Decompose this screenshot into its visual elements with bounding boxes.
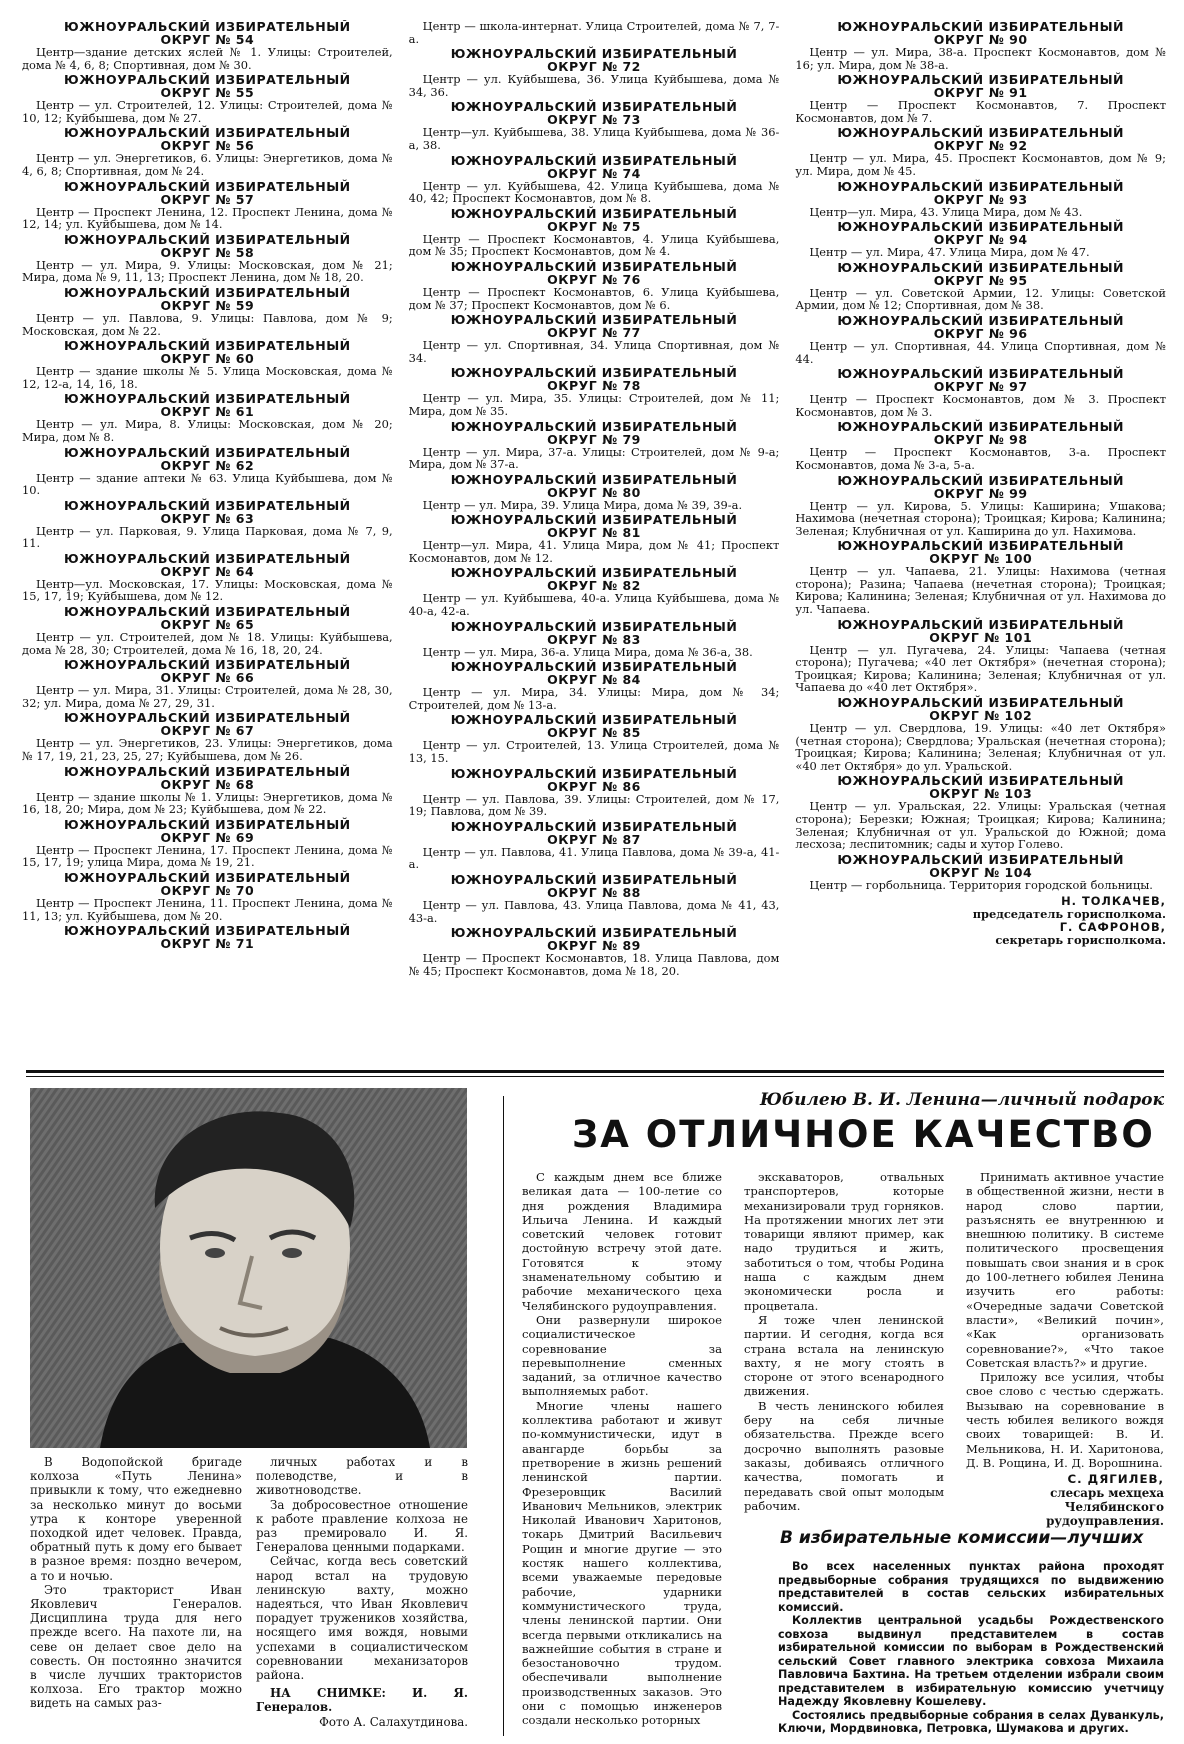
signatures	[795, 895, 1166, 947]
district-number: ОКРУГ № 74	[547, 165, 641, 181]
district-header: ЮЖНОУРАЛЬСКИЙ ИЗБИРАТЕЛЬНЫЙ	[450, 765, 738, 781]
district-number: ОКРУГ № 58	[160, 244, 255, 260]
district-center-text: Центр — здание школы № 5. Улица Московская, дома № 12, 12-а, 14, 16, 18.	[22, 364, 393, 391]
district-number: ОКРУГ № 103	[929, 786, 1033, 802]
district-center-text: Центр — ул. Мира, 35. Улицы: Строителей, дом № 11; Мира, дом № 35.	[408, 391, 780, 418]
district-center-text: Центр — ул. Мира, 39. Улица Мира, дома № 39, 39-а.	[422, 497, 743, 512]
district-entry	[409, 260, 780, 311]
district-header: ЮЖНОУРАЛЬСКИЙ ИЗБИРАТЕЛЬНЫЙ	[837, 538, 1124, 554]
district-header: ЮЖНОУРАЛЬСКИЙ ИЗБИРАТЕЛЬНЫЙ	[837, 72, 1124, 88]
article-paragraph: С каждым днем все ближе великая дата — 100-летие со дня рождения Владимира Ильича Ленина. И каждый советский человек готовит достойную встречу этой дате. Готовятся к этому знаменательному событию и рабочие механического цеха Челябинского рудоуправления.	[522, 1170, 722, 1313]
district-header: ЮЖНОУРАЛЬСКИЙ ИЗБИРАТЕЛЬНЫЙ	[64, 657, 351, 673]
district-entry	[22, 73, 393, 124]
district-entry	[22, 658, 393, 709]
notice-body	[778, 1560, 1164, 1736]
district-number: ОКРУГ № 97	[933, 379, 1028, 395]
district-center-text: Центр — ул. Мира, 36-а. Улица Мира, дома № 36-а, 38.	[422, 644, 753, 659]
district-number: ОКРУГ № 94	[933, 232, 1028, 248]
district-number: ОКРУГ № 71	[160, 936, 255, 952]
district-number: ОКРУГ № 75	[547, 218, 641, 234]
district-entry	[795, 73, 1166, 124]
district-number: ОКРУГ № 59	[160, 297, 255, 313]
article-paragraph: Принимать активное участие в общественной жизни, нести в народ слово партии, разъяснять ее внутреннюю и внешнюю политику. В системе политического просвещения повышать свои знания и в срок до 100-летнего юбилея Ленина изучить его работы: «Очередные задачи Советской власти», «Великий почин», «Как организовать соревнование?», «Что такое Советская власть?» и другие.	[966, 1170, 1164, 1370]
district-header: ЮЖНОУРАЛЬСКИЙ ИЗБИРАТЕЛЬНЫЙ	[64, 284, 351, 300]
district-header: ЮЖНОУРАЛЬСКИЙ ИЗБИРАТЕЛЬНЫЙ	[450, 471, 738, 487]
district-number: ОКРУГ № 55	[160, 85, 255, 101]
district-center-text: Центр — ул. Энергетиков, 6. Улицы: Энергетиков, дома № 4, 6, 8; Спортивная, дом № 24.	[22, 151, 393, 178]
caption-paragraph: В Водопойской бригаде колхоза «Путь Ленина» привыкли к тому, что ежедневно за несколько минут до восьми утра к конторе уверенной походкой идет человек. Правда, обратный путь к дому его бывает в разное время: поздно вечером, а то и ночью.	[30, 1455, 242, 1583]
district-entry	[409, 767, 780, 818]
district-center-text: Центр — ул. Чапаева, 21. Улицы: Нахимова (четная сторона); Разина; Чапаева (нечетная сторона); Троицкая; Кирова; Калинина; Зеленая; Клубничная от ул. Нахимова до ул. Чапаева.	[795, 564, 1167, 617]
district-entry	[22, 286, 393, 337]
district-entry	[795, 618, 1166, 694]
section-divider	[26, 1070, 1164, 1073]
district-header: ЮЖНОУРАЛЬСКИЙ ИЗБИРАТЕЛЬНЫЙ	[450, 258, 738, 274]
district-number: ОКРУГ № 80	[547, 484, 641, 500]
district-header: ЮЖНОУРАЛЬСКИЙ ИЗБИРАТЕЛЬНЫЙ	[450, 712, 738, 728]
article-paragraph: Многие члены нашего коллектива работают и живут по-коммунистически, идут в авангарде борьбы за претворение в жизнь решений ленинской партии. Фрезеровщик Василий Иванович Мельников, электрик Николай Иванович Харитонов, токарь Дмитрий Васильевич Рощин и многие другие — это костяк нашего коллектива, всеми уважаемые передовые рабочие, ударники коммунистического труда, члены ленинской партии. Они всегда первыми откликались на важнейшие события в стране и безостановочно трудом. обеспечивали выполнение производственных заказов. Это они с помощью инженеров создали несколько роторных	[522, 1398, 722, 1728]
district-center-text: Центр — ул. Уральская, 22. Улицы: Уральская (четная сторона); Березки; Южная; Троицкая; Кирова; Калинина; Зеленая; Клубничная от ул. Уральской до Южной; дома лесхоза; леспитомник; сады и хутор Голево.	[795, 799, 1167, 852]
district-header: ЮЖНОУРАЛЬСКИЙ ИЗБИРАТЕЛЬНЫЙ	[64, 550, 351, 566]
district-entry	[795, 367, 1166, 418]
district-center-text: Центр — ул. Мира, 37-а. Улицы: Строителей, дом № 9-а; Мира, дом № 37-а.	[408, 444, 780, 472]
district-center-text: Центр — ул. Куйбышева, 42. Улица Куйбышева, дома № 40, 42; Проспект Космонавтов, дом № 8.	[408, 178, 780, 206]
district-entry	[22, 818, 393, 869]
district-center-text: Центр — Проспект Ленина, 12. Проспект Ленина, дома № 12, 14; ул. Куйбышева, дом № 14.	[22, 204, 393, 232]
district-center-text: Центр—ул. Мира, 41. Улица Мира, дом № 41; Проспект Космонавтов, дом № 12.	[408, 538, 780, 565]
district-header: ЮЖНОУРАЛЬСКИЙ ИЗБИРАТЕЛЬНЫЙ	[837, 419, 1124, 435]
district-center-text: Центр — ул. Мира, 38-а. Проспект Космонавтов, дом № 16; ул. Мира, дом № 38-а.	[795, 45, 1167, 72]
article-author: С. ДЯГИЛЕВ,	[1067, 1472, 1164, 1487]
district-entry	[22, 339, 393, 390]
district-center-text: Центр — ул. Энергетиков, 23. Улицы: Энергетиков, дома № 17, 19, 21, 23, 25, 27; Куйбышева, дом № 26.	[22, 736, 393, 764]
district-number: ОКРУГ № 84	[547, 672, 641, 688]
district-center-text: Центр — Проспект Космонавтов, 18. Улица Павлова, дом № 45; Проспект Космонавтов, дома № 18, 20.	[408, 951, 780, 978]
photo-credit: Фото А. Салахутдинова.	[319, 1714, 468, 1729]
district-center-text: Центр—ул. Московская, 17. Улицы: Московская, дома № 15, 17, 19; Куйбышева, дом № 12.	[22, 576, 393, 604]
district-header: ЮЖНОУРАЛЬСКИЙ ИЗБИРАТЕЛЬНЫЙ	[837, 259, 1124, 275]
district-center-text: Центр — Проспект Ленина, 17. Проспект Ленина, дома № 15, 17, 19; улица Мира, дома № 19, 21.	[22, 842, 393, 870]
district-number: ОКРУГ № 60	[160, 351, 255, 367]
district-header: ЮЖНОУРАЛЬСКИЙ ИЗБИРАТЕЛЬНЫЙ	[837, 219, 1124, 235]
signature-name: Г. САФРОНОВ,	[1059, 920, 1167, 935]
district-entry	[22, 765, 393, 816]
district-entry	[409, 873, 780, 924]
district-entry	[795, 220, 1166, 259]
district-number: ОКРУГ № 95	[933, 272, 1028, 288]
district-column-1	[22, 20, 393, 1040]
caption-paragraph: личных работах и в полеводстве, и в животноводстве.	[256, 1455, 468, 1498]
district-center-text: Центр — ул. Строителей, дом № 18. Улицы: Куйбышева, дома № 28, 30; Строителей, дома № 16, 18, 20, 24.	[22, 630, 393, 657]
signature-role: председатель горисполкома.	[972, 907, 1167, 922]
district-header: ЮЖНОУРАЛЬСКИЙ ИЗБИРАТЕЛЬНЫЙ	[837, 312, 1124, 328]
district-number: ОКРУГ № 72	[547, 59, 641, 75]
district-entry	[22, 126, 393, 177]
district-header: ЮЖНОУРАЛЬСКИЙ ИЗБИРАТЕЛЬНЫЙ	[450, 365, 738, 381]
district-number: ОКРУГ № 100	[929, 551, 1033, 567]
caption-paragraph: За добросовестное отношение к работе правление колхоза не раз премировало И. Я. Генералова ценными подарками.	[256, 1497, 468, 1555]
article-paragraph: В честь ленинского юбилея беру на себя личные обязательства. Прежде всего досрочно выполнять разовые заказы, добиваясь отличного качества, помогать и передавать свой опыт молодым рабочим.	[744, 1398, 944, 1513]
district-header: ЮЖНОУРАЛЬСКИЙ ИЗБИРАТЕЛЬНЫЙ	[450, 205, 738, 221]
district-header: ЮЖНОУРАЛЬСКИЙ ИЗБИРАТЕЛЬНЫЙ	[64, 231, 351, 247]
district-center-text: Центр — горбольница. Территория городской больницы.	[809, 877, 1153, 892]
article-paragraph: Они развернули широкое социалистическое соревнование за перевыполнение сменных заданий, за отличное качество выполняемых работ.	[522, 1312, 722, 1399]
district-entry	[22, 605, 393, 656]
district-number: ОКРУГ № 76	[547, 271, 641, 287]
district-number: ОКРУГ № 88	[547, 885, 641, 900]
district-entry	[409, 566, 780, 617]
district-header: ЮЖНОУРАЛЬСКИЙ ИЗБИРАТЕЛЬНЫЙ	[837, 178, 1124, 194]
section-divider-thin	[26, 1076, 1164, 1077]
district-header: ЮЖНОУРАЛЬСКИЙ ИЗБИРАТЕЛЬНЫЙ	[64, 710, 351, 726]
district-center-text: Центр — ул. Строителей, 12. Улицы: Строителей, дома № 10, 12; Куйбышева, дом № 27.	[22, 98, 393, 125]
district-center-text: Центр — ул. Советской Армии, 12. Улицы: Советской Армии, дом № 12; Спортивная, дом № 38.	[795, 285, 1167, 313]
district-entry	[409, 313, 780, 364]
district-entry	[795, 420, 1166, 471]
article-col-1	[522, 1170, 722, 1728]
caption-paragraph: Сейчас, когда весь советский народ встал на трудовую ленинскую вахту, можно надеяться, что Иван Яковлевич порадует тружеников хозяйства, носящего имя вождя, новыми успехами в социалистическом соревновании механизаторов района.	[256, 1554, 468, 1683]
district-entry	[409, 420, 780, 471]
district-header: ЮЖНОУРАЛЬСКИЙ ИЗБИРАТЕЛЬНЫЙ	[450, 312, 738, 328]
district-entry	[22, 924, 393, 950]
signature-name: Н. ТОЛКАЧЕВ,	[1061, 894, 1167, 909]
district-number: ОКРУГ № 93	[933, 191, 1028, 207]
signature-role: секретарь горисполкома.	[995, 933, 1167, 948]
article-paragraph: Приложу все усилия, чтобы свое слово с честью сдержать. Вызываю на соревнование в честь юбилея великого вождя своих товарищей: В. И. Мельникова, Н. И. Харитонова, Д. В. Рощина, И. Д. Ворошнина.	[966, 1370, 1164, 1470]
district-number: ОКРУГ № 63	[160, 510, 255, 526]
district-center-text: Центр — ул. Мира, 45. Проспект Космонавтов, дом № 9; ул. Мира, дом № 45.	[795, 151, 1167, 178]
notice-paragraph: Коллектив центральной усадьбы Рождественского совхоза выдвинул представителем в состав избирательной комиссии по выборам в Рождественский сельский Совет главного электрика совхоза Михаила Павловича Бахтина. На третьем отделении избрали своим представителем в избирательную комиссию учетчицу Надежду Яковлевну Кошелеву.	[778, 1614, 1164, 1708]
district-center-text: Центр — ул. Мира, 9. Улицы: Московская, дом № 21; Мира, дома № 9, 11, 13; Проспект Ленина, дом № 18, 20.	[22, 257, 393, 285]
district-center-text: Центр — ул. Павлова, 43. Улица Павлова, дома № 41, 43, 43-а.	[408, 898, 780, 925]
district-header: ЮЖНОУРАЛЬСКИЙ ИЗБИРАТЕЛЬНЫЙ	[837, 20, 1124, 34]
district-number: ОКРУГ № 70	[160, 883, 255, 898]
district-entry	[795, 20, 1166, 71]
district-header: ЮЖНОУРАЛЬСКИЙ ИЗБИРАТЕЛЬНЫЙ	[837, 472, 1124, 488]
district-list	[22, 20, 1166, 1040]
district-center-text: Центр—ул. Куйбышева, 38. Улица Куйбышева, дома № 36-а, 38.	[408, 125, 780, 152]
district-header: ЮЖНОУРАЛЬСКИЙ ИЗБИРАТЕЛЬНЫЙ	[64, 923, 351, 939]
district-entry	[22, 233, 393, 284]
district-center-text: Центр — ул. Куйбышева, 36. Улица Куйбышева, дома № 34, 36.	[408, 72, 780, 99]
article-col-2	[744, 1170, 944, 1513]
district-header: ЮЖНОУРАЛЬСКИЙ ИЗБИРАТЕЛЬНЫЙ	[64, 604, 351, 620]
district-entry	[795, 126, 1166, 177]
notice-paragraph: Во всех населенных пунктах района проходят предвыборные собрания трудящихся по выдвижению представителей в состав сельских избирательных комиссий.	[778, 1560, 1164, 1614]
district-entry	[795, 474, 1166, 538]
district-header: ЮЖНОУРАЛЬСКИЙ ИЗБИРАТЕЛЬНЫЙ	[450, 659, 738, 675]
district-header: ЮЖНОУРАЛЬСКИЙ ИЗБИРАТЕЛЬНЫЙ	[64, 497, 351, 513]
district-entry	[22, 20, 393, 71]
district-center-text: Центр — ул. Куйбышева, 40-а. Улица Куйбышева, дома № 40-а, 42-а.	[408, 591, 780, 619]
district-header: ЮЖНОУРАЛЬСКИЙ ИЗБИРАТЕЛЬНЫЙ	[837, 773, 1124, 789]
district-number: ОКРУГ № 91	[933, 85, 1028, 101]
district-number: ОКРУГ № 90	[933, 32, 1028, 47]
portrait-photo	[30, 1088, 467, 1448]
district-center-text: Центр — школа-интернат. Улица Строителей, дома № 7, 7-а.	[408, 20, 780, 46]
district-number: ОКРУГ № 101	[929, 629, 1033, 645]
photo-caption-col-1	[30, 1455, 242, 1711]
district-number: ОКРУГ № 102	[929, 708, 1033, 724]
district-number: ОКРУГ № 85	[547, 725, 641, 741]
district-header: ЮЖНОУРАЛЬСКИЙ ИЗБИРАТЕЛЬНЫЙ	[64, 444, 351, 460]
district-center-text: Центр — ул. Спортивная, 44. Улица Спортивная, дом № 44.	[795, 338, 1167, 366]
district-entry	[22, 552, 393, 603]
district-header: ЮЖНОУРАЛЬСКИЙ ИЗБИРАТЕЛЬНЫЙ	[450, 46, 738, 62]
district-header: ЮЖНОУРАЛЬСКИЙ ИЗБИРАТЕЛЬНЫЙ	[64, 178, 351, 194]
district-header: ЮЖНОУРАЛЬСКИЙ ИЗБИРАТЕЛЬНЫЙ	[837, 366, 1124, 382]
district-entry	[409, 660, 780, 711]
article-paragraph: Я тоже член ленинской партии. И сегодня, когда вся страна встала на ленинскую вахту, я не могу стоять в стороне от этого всенародного движения.	[744, 1312, 944, 1399]
district-entry	[409, 100, 780, 151]
district-center-text: Центр — Проспект Космонавтов, 3-а. Проспект Космонавтов, дома № 3-а, 5-а.	[795, 445, 1167, 472]
district-number: ОКРУГ № 54	[160, 32, 255, 47]
district-entry	[795, 696, 1166, 772]
district-entry	[22, 711, 393, 762]
district-entry	[409, 154, 780, 205]
district-header: ЮЖНОУРАЛЬСКИЙ ИЗБИРАТЕЛЬНЫЙ	[450, 818, 738, 834]
district-header: ЮЖНОУРАЛЬСКИЙ ИЗБИРАТЕЛЬНЫЙ	[450, 925, 738, 941]
district-center-text: Центр — здание аптеки № 63. Улица Куйбышева, дом № 10.	[22, 470, 393, 498]
district-header: ЮЖНОУРАЛЬСКИЙ ИЗБИРАТЕЛЬНЫЙ	[837, 616, 1124, 632]
district-number: ОКРУГ № 81	[547, 525, 641, 541]
district-header: ЮЖНОУРАЛЬСКИЙ ИЗБИРАТЕЛЬНЫЙ	[64, 125, 351, 141]
district-center-text: Центр — здание школы № 1. Улицы: Энергетиков, дома № 16, 18, 20; Мира, дом № 23; Куйбышева, дом № 22.	[22, 789, 393, 817]
district-number: ОКРУГ № 79	[547, 431, 641, 447]
district-header: ЮЖНОУРАЛЬСКИЙ ИЗБИРАТЕЛЬНЫЙ	[450, 872, 738, 887]
article-col-3	[966, 1170, 1164, 1528]
district-entry	[409, 47, 780, 98]
district-entry	[409, 513, 780, 564]
district-entry	[795, 853, 1166, 892]
district-center-text: Центр — ул. Спортивная, 34. Улица Спортивная, дом № 34.	[408, 338, 780, 365]
district-entry	[795, 314, 1166, 365]
district-center-text: Центр — Проспект Космонавтов, 4. Улица Куйбышева, дом № 35; Проспект Космонавтов, дом № 4.	[408, 231, 780, 259]
district-center-text: Центр — ул. Павлова, 41. Улица Павлова, дома № 39-а, 41-а.	[408, 844, 780, 872]
district-number: ОКРУГ № 89	[547, 938, 641, 954]
district-center-text: Центр — Проспект Космонавтов, дом № 3. Проспект Космонавтов, дом № 3.	[795, 392, 1167, 419]
district-column-3	[795, 20, 1166, 1040]
district-center-text: Центр — Проспект Космонавтов, 6. Улица Куйбышева, дом № 37; Проспект Космонавтов, дом № 6.	[408, 284, 780, 312]
district-number: ОКРУГ № 83	[547, 631, 641, 647]
district-entry	[409, 620, 780, 659]
district-header: ЮЖНОУРАЛЬСКИЙ ИЗБИРАТЕЛЬНЫЙ	[450, 512, 738, 528]
district-number: ОКРУГ № 64	[160, 563, 255, 579]
district-header: ЮЖНОУРАЛЬСКИЙ ИЗБИРАТЕЛЬНЫЙ	[450, 152, 738, 168]
district-header: ЮЖНОУРАЛЬСКИЙ ИЗБИРАТЕЛЬНЫЙ	[450, 565, 738, 581]
district-number: ОКРУГ № 61	[160, 404, 255, 420]
district-number: ОКРУГ № 78	[547, 378, 641, 394]
article-paragraph: экскаваторов, отвальных транспортеров, которые механизировали труд горняков. На протяжении многих лет эти товарищи являют пример, как надо трудиться и жить, заботиться о том, чтобы Родина наша с каждым днем экономически росла и процветала.	[744, 1170, 944, 1313]
photo-caption-col-2	[256, 1455, 468, 1729]
district-center-text: Центр — ул. Мира, 31. Улицы: Строителей, дома № 28, 30, 32; ул. Мира, дома № 27, 29, 31.	[22, 683, 393, 710]
article-title: ЗА ОТЛИЧНОЕ КАЧЕСТВО	[572, 1113, 1155, 1156]
district-center-text: Центр — ул. Свердлова, 19. Улицы: «40 лет Октября» (четная сторона); Свердлова; Уральская (нечетная сторона); Троицкая; Кирова; Калинина; Зеленая; Клубничная от ул. «40 лет Октября» до ул. Уральской.	[795, 721, 1167, 773]
district-number: ОКРУГ № 98	[933, 432, 1028, 448]
district-number: ОКРУГ № 67	[160, 723, 255, 739]
district-center-text: Центр — ул. Парковая, 9. Улица Парковая, дома № 7, 9, 11.	[22, 523, 393, 551]
caption-paragraph: Это тракторист Иван Яковлевич Генералов. Дисциплина труда для него прежде всего. На пахоте ли, на севе он делает свое дело на совесть. Он постоянно значится в числе лучших трактористов колхоза. Его трактор можно видеть на самых раз-	[30, 1582, 242, 1711]
district-number: ОКРУГ № 77	[547, 325, 641, 341]
district-entry	[795, 180, 1166, 219]
notice-title: В избирательные комиссии—лучших	[780, 1528, 1144, 1548]
district-column-2	[409, 20, 780, 1040]
district-header: ЮЖНОУРАЛЬСКИЙ ИЗБИРАТЕЛЬНЫЙ	[450, 99, 738, 115]
district-entry	[409, 926, 780, 977]
district-number: ОКРУГ № 68	[160, 776, 255, 792]
district-header: ЮЖНОУРАЛЬСКИЙ ИЗБИРАТЕЛЬНЫЙ	[450, 418, 738, 434]
district-number: ОКРУГ № 99	[933, 485, 1028, 501]
district-header: ЮЖНОУРАЛЬСКИЙ ИЗБИРАТЕЛЬНЫЙ	[64, 763, 351, 779]
district-number: ОКРУГ № 96	[933, 325, 1028, 341]
article-kicker: Юбилею В. И. Ленина—личный подарок	[759, 1090, 1164, 1110]
district-header: ЮЖНОУРАЛЬСКИЙ ИЗБИРАТЕЛЬНЫЙ	[64, 72, 351, 88]
district-entry	[22, 446, 393, 497]
district-number: ОКРУГ № 66	[160, 670, 255, 686]
district-number: ОКРУГ № 92	[933, 138, 1028, 154]
district-number: ОКРУГ № 69	[160, 829, 255, 845]
district-center-text: Центр — ул. Пугачева, 24. Улицы: Чапаева (четная сторона); Пугачева; «40 лет Октября» (нечетная сторона); Троицкая; Кирова; Калинина; Зеленая; Клубничная от ул. Чапаева до «40 лет Октября».	[795, 642, 1167, 695]
district-entry	[795, 261, 1166, 312]
district-number: ОКРУГ № 86	[547, 778, 641, 794]
district-center-text: Центр — ул. Мира, 34. Улицы: Мира, дом № 34; Строителей, дом № 13-а.	[408, 685, 780, 712]
district-center-text: Центр — ул. Строителей, 13. Улица Строителей, дома № 13, 15.	[408, 738, 780, 766]
district-entry	[22, 392, 393, 443]
district-center-text: Центр — ул. Мира, 8. Улицы: Московская, дом № 20; Мира, дом № 8.	[22, 417, 393, 444]
district-header: ЮЖНОУРАЛЬСКИЙ ИЗБИРАТЕЛЬНЫЙ	[450, 618, 738, 634]
district-number: ОКРУГ № 73	[547, 112, 641, 128]
photo-label: НА СНИМКЕ: И. Я. Генералов.	[256, 1686, 468, 1715]
notice-paragraph: Состоялись предвыборные собрания в селах Дуванкуль, Ключи, Мордвиновка, Петровка, Шумакова и других.	[778, 1708, 1164, 1735]
district-header: ЮЖНОУРАЛЬСКИЙ ИЗБИРАТЕЛЬНЫЙ	[64, 338, 351, 354]
district-center-text: Центр — ул. Павлова, 9. Улицы: Павлова, дом № 9; Московская, дом № 22.	[22, 310, 393, 338]
district-entry	[795, 774, 1166, 850]
district-entry	[22, 499, 393, 550]
district-header: ЮЖНОУРАЛЬСКИЙ ИЗБИРАТЕЛЬНЫЙ	[837, 695, 1124, 711]
district-center-text: Центр — Проспект Космонавтов, 7. Проспект Космонавтов, дом № 7.	[795, 98, 1167, 125]
district-entry	[409, 713, 780, 764]
article-author-role: слесарь мехцеха Челябинского рудоуправления.	[1046, 1486, 1164, 1529]
district-center-text: Центр — ул. Мира, 47. Улица Мира, дом № 47.	[809, 245, 1090, 260]
district-header: ЮЖНОУРАЛЬСКИЙ ИЗБИРАТЕЛЬНЫЙ	[837, 851, 1124, 867]
district-entry	[409, 473, 780, 512]
district-header: ЮЖНОУРАЛЬСКИЙ ИЗБИРАТЕЛЬНЫЙ	[64, 391, 351, 407]
district-entry	[409, 366, 780, 417]
district-header: ЮЖНОУРАЛЬСКИЙ ИЗБИРАТЕЛЬНЫЙ	[64, 20, 351, 34]
district-entry	[409, 20, 780, 45]
district-center-text: Центр—здание детских яслей № 1. Улицы: Строителей, дома № 4, 6, 8; Спортивная, дом № 30.	[22, 45, 393, 72]
district-number: ОКРУГ № 57	[160, 191, 255, 207]
district-number: ОКРУГ № 87	[547, 831, 641, 847]
district-entry	[22, 871, 393, 922]
district-entry	[409, 207, 780, 258]
district-header: ЮЖНОУРАЛЬСКИЙ ИЗБИРАТЕЛЬНЫЙ	[837, 125, 1124, 141]
column-divider	[503, 1096, 504, 1736]
district-entry	[22, 180, 393, 231]
district-header: ЮЖНОУРАЛЬСКИЙ ИЗБИРАТЕЛЬНЫЙ	[64, 816, 351, 832]
district-number: ОКРУГ № 82	[547, 578, 641, 594]
district-center-text: Центр—ул. Мира, 43. Улица Мира, дом № 43.	[809, 204, 1083, 219]
district-center-text: Центр — ул. Павлова, 39. Улицы: Строителей, дом № 17, 19; Павлова, дом № 39.	[408, 791, 780, 819]
district-entry	[795, 539, 1166, 615]
district-number: ОКРУГ № 62	[160, 457, 255, 473]
district-number: ОКРУГ № 56	[160, 138, 255, 154]
district-center-text: Центр — ул. Кирова, 5. Улицы: Каширина; Ушакова; Нахимова (нечетная сторона); Троицкая; Кирова; Калинина; Зеленая; Клубничная от ул. Каширина до ул. Нахимова.	[795, 498, 1167, 538]
district-entry	[409, 820, 780, 871]
district-header: ЮЖНОУРАЛЬСКИЙ ИЗБИРАТЕЛЬНЫЙ	[64, 870, 351, 885]
district-number: ОКРУГ № 65	[160, 617, 255, 633]
district-number: ОКРУГ № 104	[929, 864, 1033, 880]
district-center-text: Центр — Проспект Ленина, 11. Проспект Ленина, дома № 11, 13; ул. Куйбышева, дом № 20.	[22, 896, 393, 923]
